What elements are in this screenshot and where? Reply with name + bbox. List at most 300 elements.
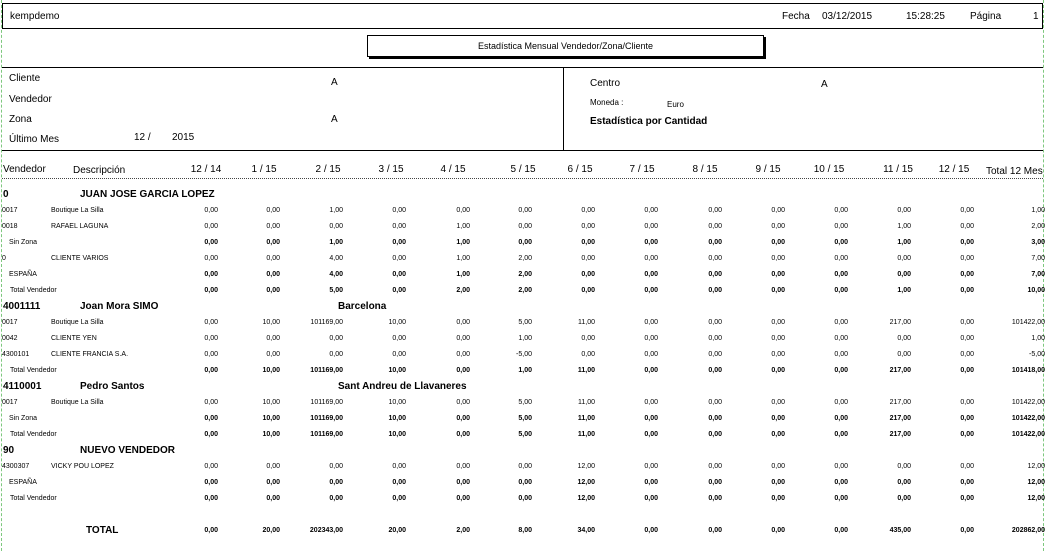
cell-value: 10,00 — [262, 415, 280, 422]
cell-value: 202343,00 — [309, 527, 343, 534]
cell-value: 0,00 — [771, 207, 785, 214]
seller-name: NUEVO VENDEDOR — [80, 445, 176, 456]
cell-value: 0,00 — [960, 335, 974, 342]
cell-value: 12,00 — [1027, 463, 1045, 470]
filter-bottom-rule — [2, 150, 1043, 151]
cell-value: 0,00 — [708, 479, 722, 486]
cell-value: 10,00 — [388, 319, 406, 326]
zone-label: ESPAÑA — [9, 271, 37, 278]
seller-name: JUAN JOSE GARCIA LOPEZ — [80, 189, 215, 200]
cell-value: 0,00 — [456, 367, 470, 374]
cell-value: 10,00 — [262, 431, 280, 438]
cell-value: 0,00 — [204, 367, 218, 374]
col-month-5: 5 / 15 — [510, 164, 536, 175]
cell-value: 2,00 — [456, 527, 470, 534]
cell-value: 0,00 — [581, 271, 595, 278]
client-code: 0017 — [2, 207, 18, 214]
cell-value: 0,00 — [581, 287, 595, 294]
cell-value: 10,00 — [388, 367, 406, 374]
cell-value: 0,00 — [392, 495, 406, 502]
cell-value: 1,00 — [456, 239, 470, 246]
cell-value: 0,00 — [644, 527, 658, 534]
cell-value: 101422,00 — [1011, 319, 1045, 326]
seller-city: Barcelona — [338, 301, 387, 312]
cell-value: 0,00 — [771, 479, 785, 486]
cell-value: 1,00 — [329, 239, 343, 246]
cell-value: 0,00 — [518, 495, 532, 502]
cell-value: 101418,00 — [1011, 367, 1045, 374]
cell-value: 0,00 — [897, 479, 911, 486]
cliente-label: Cliente — [9, 73, 41, 84]
cell-value: 0,00 — [897, 255, 911, 262]
cell-value: 0,00 — [456, 415, 470, 422]
cell-value: 0,00 — [204, 207, 218, 214]
cell-value: 0,00 — [329, 479, 343, 486]
cell-value: 0,00 — [518, 207, 532, 214]
total-vendedor-label: Total Vendedor — [10, 495, 57, 502]
cell-value: 0,00 — [834, 351, 848, 358]
cell-value: 0,00 — [204, 463, 218, 470]
cell-value: 0,00 — [266, 335, 280, 342]
cell-value: 0,00 — [834, 239, 848, 246]
cell-value: 7,00 — [1031, 255, 1045, 262]
total-vendedor-label: Total Vendedor — [10, 367, 57, 374]
cell-value: 0,00 — [456, 335, 470, 342]
cell-value: 0,00 — [456, 463, 470, 470]
cell-value: 1,00 — [1031, 335, 1045, 342]
cell-value: 0,00 — [960, 271, 974, 278]
cell-value: 101422,00 — [1011, 415, 1045, 422]
cell-value: 0,00 — [518, 239, 532, 246]
cell-value: 0,00 — [644, 367, 658, 374]
cell-value: 0,00 — [960, 463, 974, 470]
zone-label: Sin Zona — [9, 239, 38, 246]
pagina-value: 1 — [1033, 11, 1039, 22]
cell-value: 0,00 — [204, 271, 218, 278]
cell-value: 0,00 — [708, 255, 722, 262]
col-month-8: 8 / 15 — [692, 164, 718, 175]
cell-value: 0,00 — [834, 255, 848, 262]
cell-value: 0,00 — [834, 271, 848, 278]
cell-value: 0,00 — [204, 527, 218, 534]
moneda-label: Moneda : — [590, 98, 624, 107]
cell-value: 0,00 — [581, 223, 595, 230]
cell-value: 0,00 — [644, 399, 658, 406]
cell-value: 1,00 — [456, 223, 470, 230]
fecha-label: Fecha — [782, 11, 810, 22]
cell-value: 1,00 — [897, 287, 911, 294]
seller-code: 0 — [3, 189, 9, 200]
cell-value: 0,00 — [204, 223, 218, 230]
cell-value: 0,00 — [329, 463, 343, 470]
cell-value: 0,00 — [960, 223, 974, 230]
cell-value: 0,00 — [266, 287, 280, 294]
cell-value: 0,00 — [266, 207, 280, 214]
cell-value: 0,00 — [266, 479, 280, 486]
cell-value: 11,00 — [577, 415, 595, 422]
cell-value: 1,00 — [329, 207, 343, 214]
cell-value: 0,00 — [266, 239, 280, 246]
cell-value: 0,00 — [897, 495, 911, 502]
client-code: 0017 — [2, 319, 18, 326]
cell-value: 0,00 — [644, 463, 658, 470]
cell-value: 0,00 — [834, 479, 848, 486]
cell-value: 0,00 — [456, 319, 470, 326]
cell-value: 0,00 — [960, 399, 974, 406]
cell-value: 0,00 — [771, 287, 785, 294]
cell-value: 0,00 — [518, 463, 532, 470]
col-vendedor: Vendedor — [3, 164, 46, 175]
cell-value: 0,00 — [581, 255, 595, 262]
cell-value: 0,00 — [897, 463, 911, 470]
cell-value: 0,00 — [834, 287, 848, 294]
cell-value: 0,00 — [834, 399, 848, 406]
cell-value: 10,00 — [388, 415, 406, 422]
cell-value: 0,00 — [834, 319, 848, 326]
cell-value: 0,00 — [392, 207, 406, 214]
grand-total-label: TOTAL — [86, 525, 119, 536]
cell-value: 0,00 — [708, 351, 722, 358]
client-description: Boutique La Silla — [51, 399, 104, 406]
cell-value: 0,00 — [644, 351, 658, 358]
cell-value: 10,00 — [388, 431, 406, 438]
cell-value: 0,00 — [960, 431, 974, 438]
cell-value: 0,00 — [644, 223, 658, 230]
cell-value: 0,00 — [708, 239, 722, 246]
cell-value: 5,00 — [518, 319, 532, 326]
cell-value: 0,00 — [960, 287, 974, 294]
cell-value: 0,00 — [771, 431, 785, 438]
cell-value: 0,00 — [204, 287, 218, 294]
client-code: 4300101 — [2, 351, 30, 358]
cell-value: 0,00 — [708, 287, 722, 294]
zone-label: ESPAÑA — [9, 479, 37, 486]
cell-value: 0,00 — [897, 207, 911, 214]
cell-value: 0,00 — [960, 495, 974, 502]
cell-value: 101422,00 — [1011, 431, 1045, 438]
client-description: RAFAEL LAGUNA — [51, 223, 109, 230]
cell-value: 12,00 — [577, 463, 595, 470]
cell-value: 0,00 — [266, 463, 280, 470]
cell-value: 2,00 — [518, 287, 532, 294]
cell-value: 20,00 — [388, 527, 406, 534]
cell-value: 0,00 — [644, 239, 658, 246]
cell-value: 0,00 — [771, 351, 785, 358]
cell-value: 0,00 — [834, 463, 848, 470]
ultimo-mes-label: Último Mes — [9, 134, 60, 145]
cell-value: 101169,00 — [310, 431, 343, 438]
cell-value: 12,00 — [577, 479, 595, 486]
cell-value: 0,00 — [708, 463, 722, 470]
cell-value: 0,00 — [834, 367, 848, 374]
cell-value: 1,00 — [897, 223, 911, 230]
vendedor-label: Vendedor — [9, 94, 52, 105]
cell-value: 0,00 — [204, 335, 218, 342]
col-month-11: 11 / 15 — [883, 164, 913, 175]
zona-label: Zona — [9, 114, 32, 125]
cell-value: 0,00 — [204, 431, 218, 438]
col-month-4: 4 / 15 — [440, 164, 466, 175]
cell-value: 0,00 — [834, 527, 848, 534]
cell-value: 0,00 — [581, 335, 595, 342]
cell-value: 10,00 — [388, 399, 406, 406]
col-month-7: 7 / 15 — [629, 164, 655, 175]
col-total: Total 12 Mes — [986, 166, 1043, 177]
cell-value: 0,00 — [329, 223, 343, 230]
client-code: 0 — [2, 255, 6, 262]
cell-value: 2,00 — [518, 255, 532, 262]
cell-value: 0,00 — [644, 495, 658, 502]
cell-value: -5,00 — [1029, 351, 1045, 358]
cell-value: 0,00 — [771, 495, 785, 502]
ultimo-mes-year: 2015 — [172, 132, 195, 143]
cell-value: 101169,00 — [310, 367, 343, 374]
client-description: Boutique La Silla — [51, 319, 104, 326]
cell-value: 0,00 — [708, 319, 722, 326]
filter-divider — [563, 67, 564, 150]
cell-value: 217,00 — [889, 415, 911, 422]
cell-value: 0,00 — [581, 207, 595, 214]
cell-value: 0,00 — [329, 351, 343, 358]
cell-value: 101169,00 — [310, 319, 343, 326]
client-code: 0018 — [2, 223, 18, 230]
cell-value: 0,00 — [708, 431, 722, 438]
cell-value: 0,00 — [834, 495, 848, 502]
cell-value: 0,00 — [771, 239, 785, 246]
cell-value: 12,00 — [1027, 479, 1045, 486]
cell-value: 7,00 — [1031, 271, 1045, 278]
cell-value: 0,00 — [834, 431, 848, 438]
client-description: CLIENTE FRANCIA S.A. — [51, 351, 129, 358]
cell-value: 0,00 — [960, 255, 974, 262]
cell-value: 0,00 — [518, 479, 532, 486]
cell-value: 2,00 — [1031, 223, 1045, 230]
seller-code: 4001111 — [3, 301, 41, 312]
cell-value: 0,00 — [960, 207, 974, 214]
cell-value: 0,00 — [392, 479, 406, 486]
cell-value: 101169,00 — [310, 399, 343, 406]
cell-value: 0,00 — [708, 367, 722, 374]
cell-value: 0,00 — [708, 495, 722, 502]
col-descripcion: Descripción — [73, 165, 126, 176]
cell-value: 0,00 — [834, 207, 848, 214]
fecha-value: 03/12/2015 — [822, 11, 873, 22]
cell-value: 0,00 — [708, 271, 722, 278]
client-description: Boutique La Silla — [51, 207, 104, 214]
cell-value: 0,00 — [644, 287, 658, 294]
pagina-label: Página — [970, 11, 1002, 22]
cell-value: 0,00 — [266, 271, 280, 278]
cell-value: 0,00 — [708, 399, 722, 406]
cell-value: 5,00 — [518, 431, 532, 438]
cell-value: 5,00 — [329, 287, 343, 294]
cell-value: 0,00 — [456, 495, 470, 502]
cell-value: 217,00 — [889, 367, 911, 374]
cell-value: 435,00 — [889, 527, 911, 534]
cell-value: 0,00 — [960, 319, 974, 326]
total-vendedor-label: Total Vendedor — [10, 287, 57, 294]
cell-value: 11,00 — [578, 399, 595, 406]
client-code: 0042 — [2, 335, 18, 342]
cell-value: 1,00 — [518, 335, 532, 342]
cell-value: 0,00 — [581, 239, 595, 246]
user-name: kempdemo — [10, 11, 60, 22]
cell-value: 0,00 — [897, 335, 911, 342]
seller-city: Sant Andreu de Llavaneres — [338, 381, 467, 392]
cell-value: 1,00 — [897, 239, 911, 246]
header-dotted-rule — [2, 178, 1043, 179]
cell-value: 0,00 — [708, 527, 722, 534]
cell-value: 0,00 — [708, 207, 722, 214]
seller-name: Pedro Santos — [80, 381, 145, 392]
estadistica-tipo: Estadística por Cantidad — [590, 116, 708, 127]
cell-value: 0,00 — [392, 255, 406, 262]
cell-value: 10,00 — [1027, 287, 1045, 294]
cell-value: 0,00 — [266, 495, 280, 502]
cell-value: 0,00 — [204, 319, 218, 326]
cell-value: 0,00 — [644, 319, 658, 326]
cell-value: 0,00 — [960, 367, 974, 374]
cell-value: 0,00 — [644, 271, 658, 278]
cell-value: -5,00 — [516, 351, 532, 358]
cell-value: 0,00 — [204, 415, 218, 422]
cell-value: 0,00 — [456, 351, 470, 358]
cell-value: 2,00 — [456, 287, 470, 294]
col-month-0: 12 / 14 — [190, 164, 222, 175]
cell-value: 20,00 — [262, 527, 280, 534]
cell-value: 0,00 — [329, 495, 343, 502]
cell-value: 4,00 — [329, 271, 343, 278]
cell-value: 0,00 — [897, 271, 911, 278]
cell-value: 0,00 — [644, 415, 658, 422]
cell-value: 0,00 — [266, 255, 280, 262]
cell-value: 0,00 — [518, 223, 532, 230]
cell-value: 217,00 — [889, 399, 911, 406]
cell-value: 0,00 — [771, 399, 785, 406]
col-month-3: 3 / 15 — [378, 164, 404, 175]
cell-value: 0,00 — [456, 479, 470, 486]
cell-value: 0,00 — [708, 415, 722, 422]
client-code: 4300307 — [2, 463, 30, 470]
cell-value: 0,00 — [771, 527, 785, 534]
col-month-9: 9 / 15 — [755, 164, 781, 175]
client-description: VICKY POU LOPEZ — [51, 463, 114, 470]
cell-value: 0,00 — [960, 415, 974, 422]
cell-value: 0,00 — [392, 271, 406, 278]
centro-to: A — [821, 79, 828, 90]
cell-value: 0,00 — [960, 479, 974, 486]
cell-value: 0,00 — [204, 351, 218, 358]
cell-value: 0,00 — [897, 351, 911, 358]
cell-value: 0,00 — [771, 255, 785, 262]
cell-value: 0,00 — [834, 223, 848, 230]
cell-value: 4,00 — [329, 255, 343, 262]
cell-value: 11,00 — [577, 431, 595, 438]
cell-value: 202862,00 — [1011, 527, 1045, 534]
cell-value: 0,00 — [392, 239, 406, 246]
cell-value: 0,00 — [644, 255, 658, 262]
cell-value: 0,00 — [834, 335, 848, 342]
cell-value: 0,00 — [204, 239, 218, 246]
cell-value: 0,00 — [834, 415, 848, 422]
cell-value: 8,00 — [518, 527, 532, 534]
cell-value: 0,00 — [204, 479, 218, 486]
cell-value: 0,00 — [771, 415, 785, 422]
cell-value: 0,00 — [392, 463, 406, 470]
total-vendedor-label: Total Vendedor — [10, 431, 57, 438]
cell-value: 0,00 — [960, 239, 974, 246]
cell-value: 12,00 — [577, 495, 595, 502]
cell-value: 0,00 — [266, 351, 280, 358]
cell-value: 0,00 — [456, 399, 470, 406]
cell-value: 0,00 — [456, 207, 470, 214]
cell-value: 0,00 — [771, 271, 785, 278]
zone-label: Sin Zona — [9, 415, 38, 422]
cell-value: 0,00 — [644, 335, 658, 342]
cell-value: 0,00 — [392, 335, 406, 342]
cell-value: 0,00 — [771, 335, 785, 342]
cell-value: 0,00 — [644, 431, 658, 438]
cell-value: 0,00 — [708, 223, 722, 230]
cell-value: 1,00 — [456, 255, 470, 262]
report-header-box — [2, 3, 1043, 29]
cell-value: 5,00 — [518, 415, 532, 422]
cell-value: 0,00 — [960, 351, 974, 358]
cell-value: 11,00 — [577, 367, 595, 374]
cell-value: 10,00 — [262, 399, 280, 406]
client-code: 0017 — [2, 399, 18, 406]
cliente-to: A — [331, 77, 338, 88]
col-month-2: 2 / 15 — [315, 164, 341, 175]
cell-value: 0,00 — [771, 223, 785, 230]
cell-value: 3,00 — [1031, 239, 1045, 246]
cell-value: 1,00 — [518, 367, 532, 374]
cell-value: 0,00 — [771, 367, 785, 374]
moneda-value: Euro — [667, 100, 684, 109]
cell-value: 1,00 — [1031, 207, 1045, 214]
col-month-10: 10 / 15 — [813, 164, 845, 175]
ultimo-mes-month: 12 / — [134, 132, 151, 143]
cell-value: 0,00 — [392, 223, 406, 230]
report-title: Estadística Mensual Vendedor/Zona/Cliente — [367, 35, 764, 57]
cell-value: 0,00 — [392, 287, 406, 294]
client-description: CLIENTE VARIOS — [51, 255, 109, 262]
cell-value: 0,00 — [329, 335, 343, 342]
cell-value: 0,00 — [644, 207, 658, 214]
client-description: CLIENTE YEN — [51, 335, 97, 342]
cell-value: 217,00 — [889, 431, 911, 438]
cell-value: 0,00 — [708, 335, 722, 342]
cell-value: 0,00 — [960, 527, 974, 534]
cell-value: 2,00 — [518, 271, 532, 278]
cell-value: 101422,00 — [1011, 399, 1045, 406]
cell-value: 0,00 — [266, 223, 280, 230]
filter-top-rule — [2, 67, 1043, 68]
cell-value: 0,00 — [456, 431, 470, 438]
cell-value: 12,00 — [1027, 495, 1045, 502]
cell-value: 0,00 — [204, 399, 218, 406]
cell-value: 5,00 — [518, 399, 532, 406]
col-month-1: 1 / 15 — [251, 164, 277, 175]
cell-value: 0,00 — [771, 319, 785, 326]
cell-value: 101169,00 — [310, 415, 343, 422]
cell-value: 10,00 — [262, 319, 280, 326]
cell-value: 0,00 — [581, 351, 595, 358]
cell-value: 34,00 — [577, 527, 595, 534]
cell-value: 0,00 — [771, 463, 785, 470]
cell-value: 10,00 — [262, 367, 280, 374]
seller-code: 4110001 — [3, 381, 42, 392]
